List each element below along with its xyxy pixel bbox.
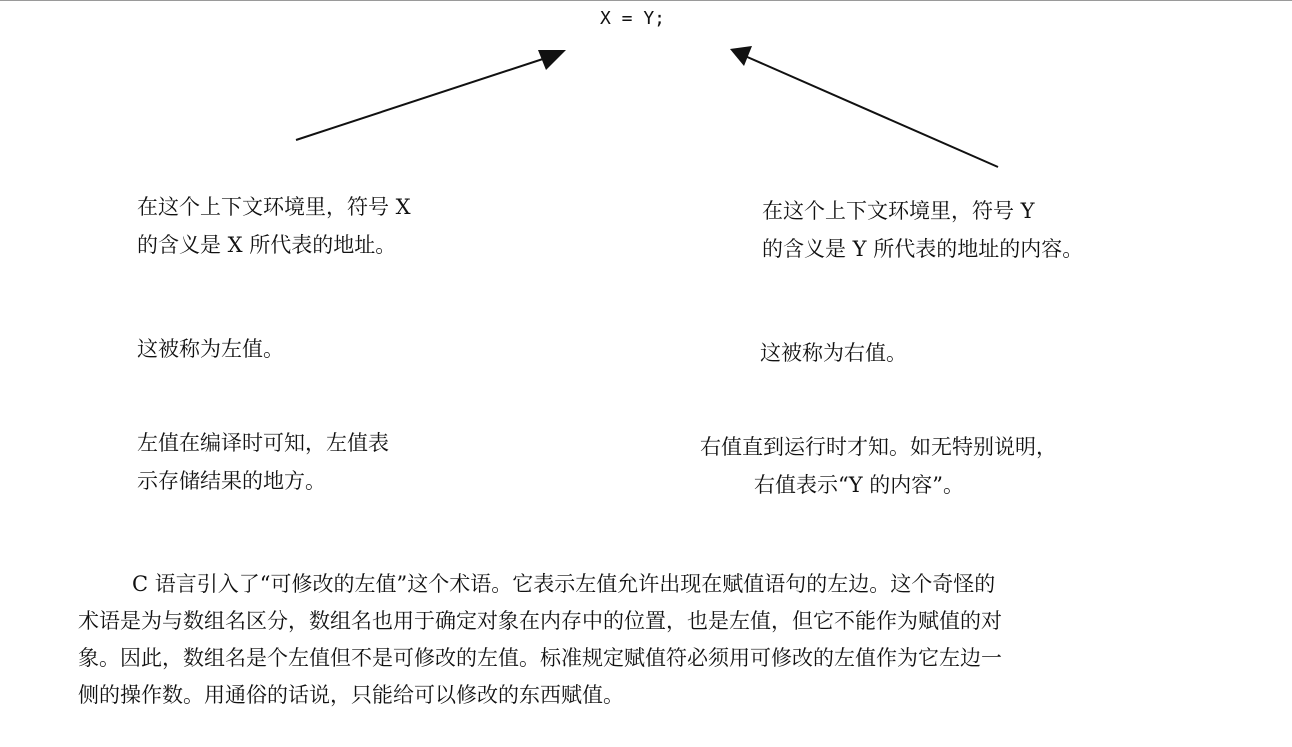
- right-arrow: [730, 46, 998, 167]
- right-value-name: 这被称为右值。: [760, 341, 907, 365]
- right-context-line1: 在这个上下文环境里，符号 Y: [762, 199, 1035, 223]
- left-description: [137, 424, 389, 500]
- code-statement: X = Y;: [600, 8, 666, 29]
- right-context-line2: 的含义是 Y 所代表的地址的内容。: [762, 237, 1084, 261]
- explanation-paragraph: [78, 566, 1278, 714]
- left-arrow: [296, 50, 566, 140]
- paragraph-line1: C 语言引入了“可修改的左值”这个术语。它表示左值允许出现在赋值语句的左边。这个奇怪的: [132, 572, 996, 596]
- left-desc-line1: 左值在编译时可知，左值表: [137, 431, 389, 455]
- left-context-line2: 的含义是 X 所代表的地址。: [137, 233, 397, 257]
- left-value-name: 这被称为左值。: [137, 337, 284, 361]
- right-description: [700, 428, 1057, 504]
- left-context-line1: 在这个上下文环境里，符号 X: [137, 195, 411, 219]
- paragraph-line2: 术语是为与数组名区分，数组名也用于确定对象在内存中的位置，也是左值，但它不能作为赋值的对: [78, 609, 1002, 633]
- left-desc-line2: 示存储结果的地方。: [137, 469, 326, 493]
- right-context: [762, 192, 1083, 268]
- left-context: [137, 188, 411, 264]
- paragraph-line4: 侧的操作数。用通俗的话说，只能给可以修改的东西赋值。: [78, 683, 624, 707]
- right-desc-line2: 右值表示“Y 的内容”。: [754, 473, 965, 497]
- paragraph-line3: 象。因此，数组名是个左值但不是可修改的左值。标准规定赋值符必须用可修改的左值作为它左边一: [78, 646, 1002, 670]
- right-desc-line1: 右值直到运行时才知。如无特别说明，: [700, 435, 1057, 459]
